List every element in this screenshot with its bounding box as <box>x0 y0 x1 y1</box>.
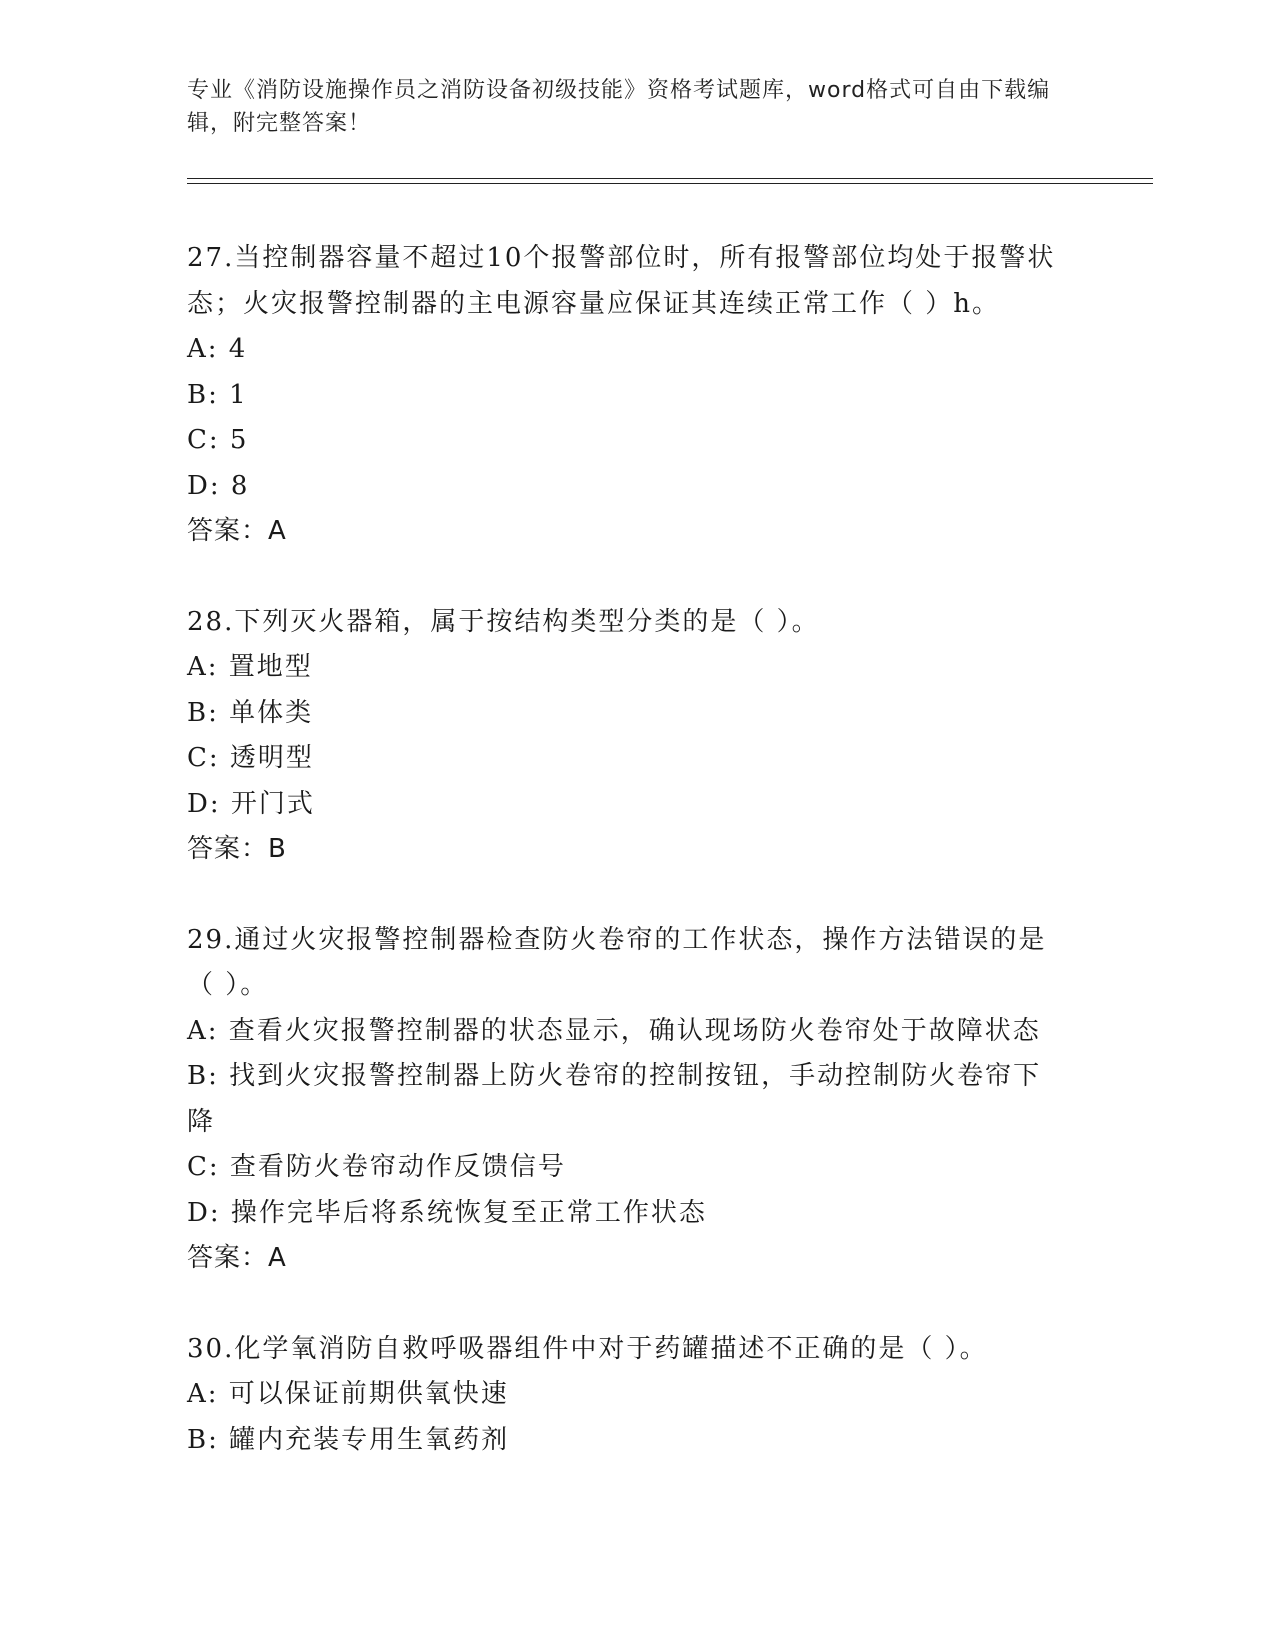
answer-line: 答案：A <box>187 1243 287 1273</box>
option-d: D: 8 <box>187 470 250 501</box>
option-a: A: 置地型 <box>187 652 313 682</box>
option-b: B: 单体类 <box>187 697 314 728</box>
option-d: D: 开门式 <box>187 788 315 819</box>
option-a: A: 查看火灾报警控制器的状态显示，确认现场防火卷帘处于故障状态 <box>187 1015 1041 1046</box>
answer-line: 答案：A <box>187 516 287 546</box>
option-b: B: 1 <box>187 379 248 410</box>
question-30 <box>187 1327 1067 1464</box>
option-c: C: 透明型 <box>187 743 314 773</box>
question-27 <box>187 236 1067 555</box>
question-text: 28.下列灭火器箱，属于按结构类型分类的是（ ）。 <box>187 606 820 637</box>
header-rule-top <box>187 178 1153 179</box>
option-c: C: 查看防火卷帘动作反馈信号 <box>187 1152 566 1182</box>
document-header: 专业《消防设施操作员之消防设备初级技能》资格考试题库，word格式可自由下载编辑，附完整答案！ <box>187 78 1051 136</box>
header-rule-bottom <box>187 183 1153 184</box>
option-a: A: 可以保证前期供氧快速 <box>187 1379 509 1409</box>
answer-line: 答案：B <box>187 834 287 864</box>
option-d: D: 操作完毕后将系统恢复至正常工作状态 <box>187 1197 707 1228</box>
option-b: B: 找到火灾报警控制器上防火卷帘的控制按钮，手动控制防火卷帘下降 <box>187 1061 1042 1137</box>
question-text: 27.当控制器容量不超过10个报警部位时，所有报警部位均处于报警状态；火灾报警控制器的主电源容量应保证其连续正常工作（ ）h。 <box>187 243 1056 319</box>
question-text: 29.通过火灾报警控制器检查防火卷帘的工作状态，操作方法错误的是（ ）。 <box>187 924 1047 1000</box>
question-list <box>187 236 1067 1463</box>
option-b: B: 罐内充装专用生氧药剂 <box>187 1424 510 1455</box>
option-a: A: 4 <box>187 334 248 364</box>
question-29 <box>187 918 1067 1282</box>
question-28 <box>187 600 1067 873</box>
question-text: 30.化学氧消防自救呼吸器组件中对于药罐描述不正确的是（ ）。 <box>187 1333 988 1364</box>
option-c: C: 5 <box>187 425 249 455</box>
